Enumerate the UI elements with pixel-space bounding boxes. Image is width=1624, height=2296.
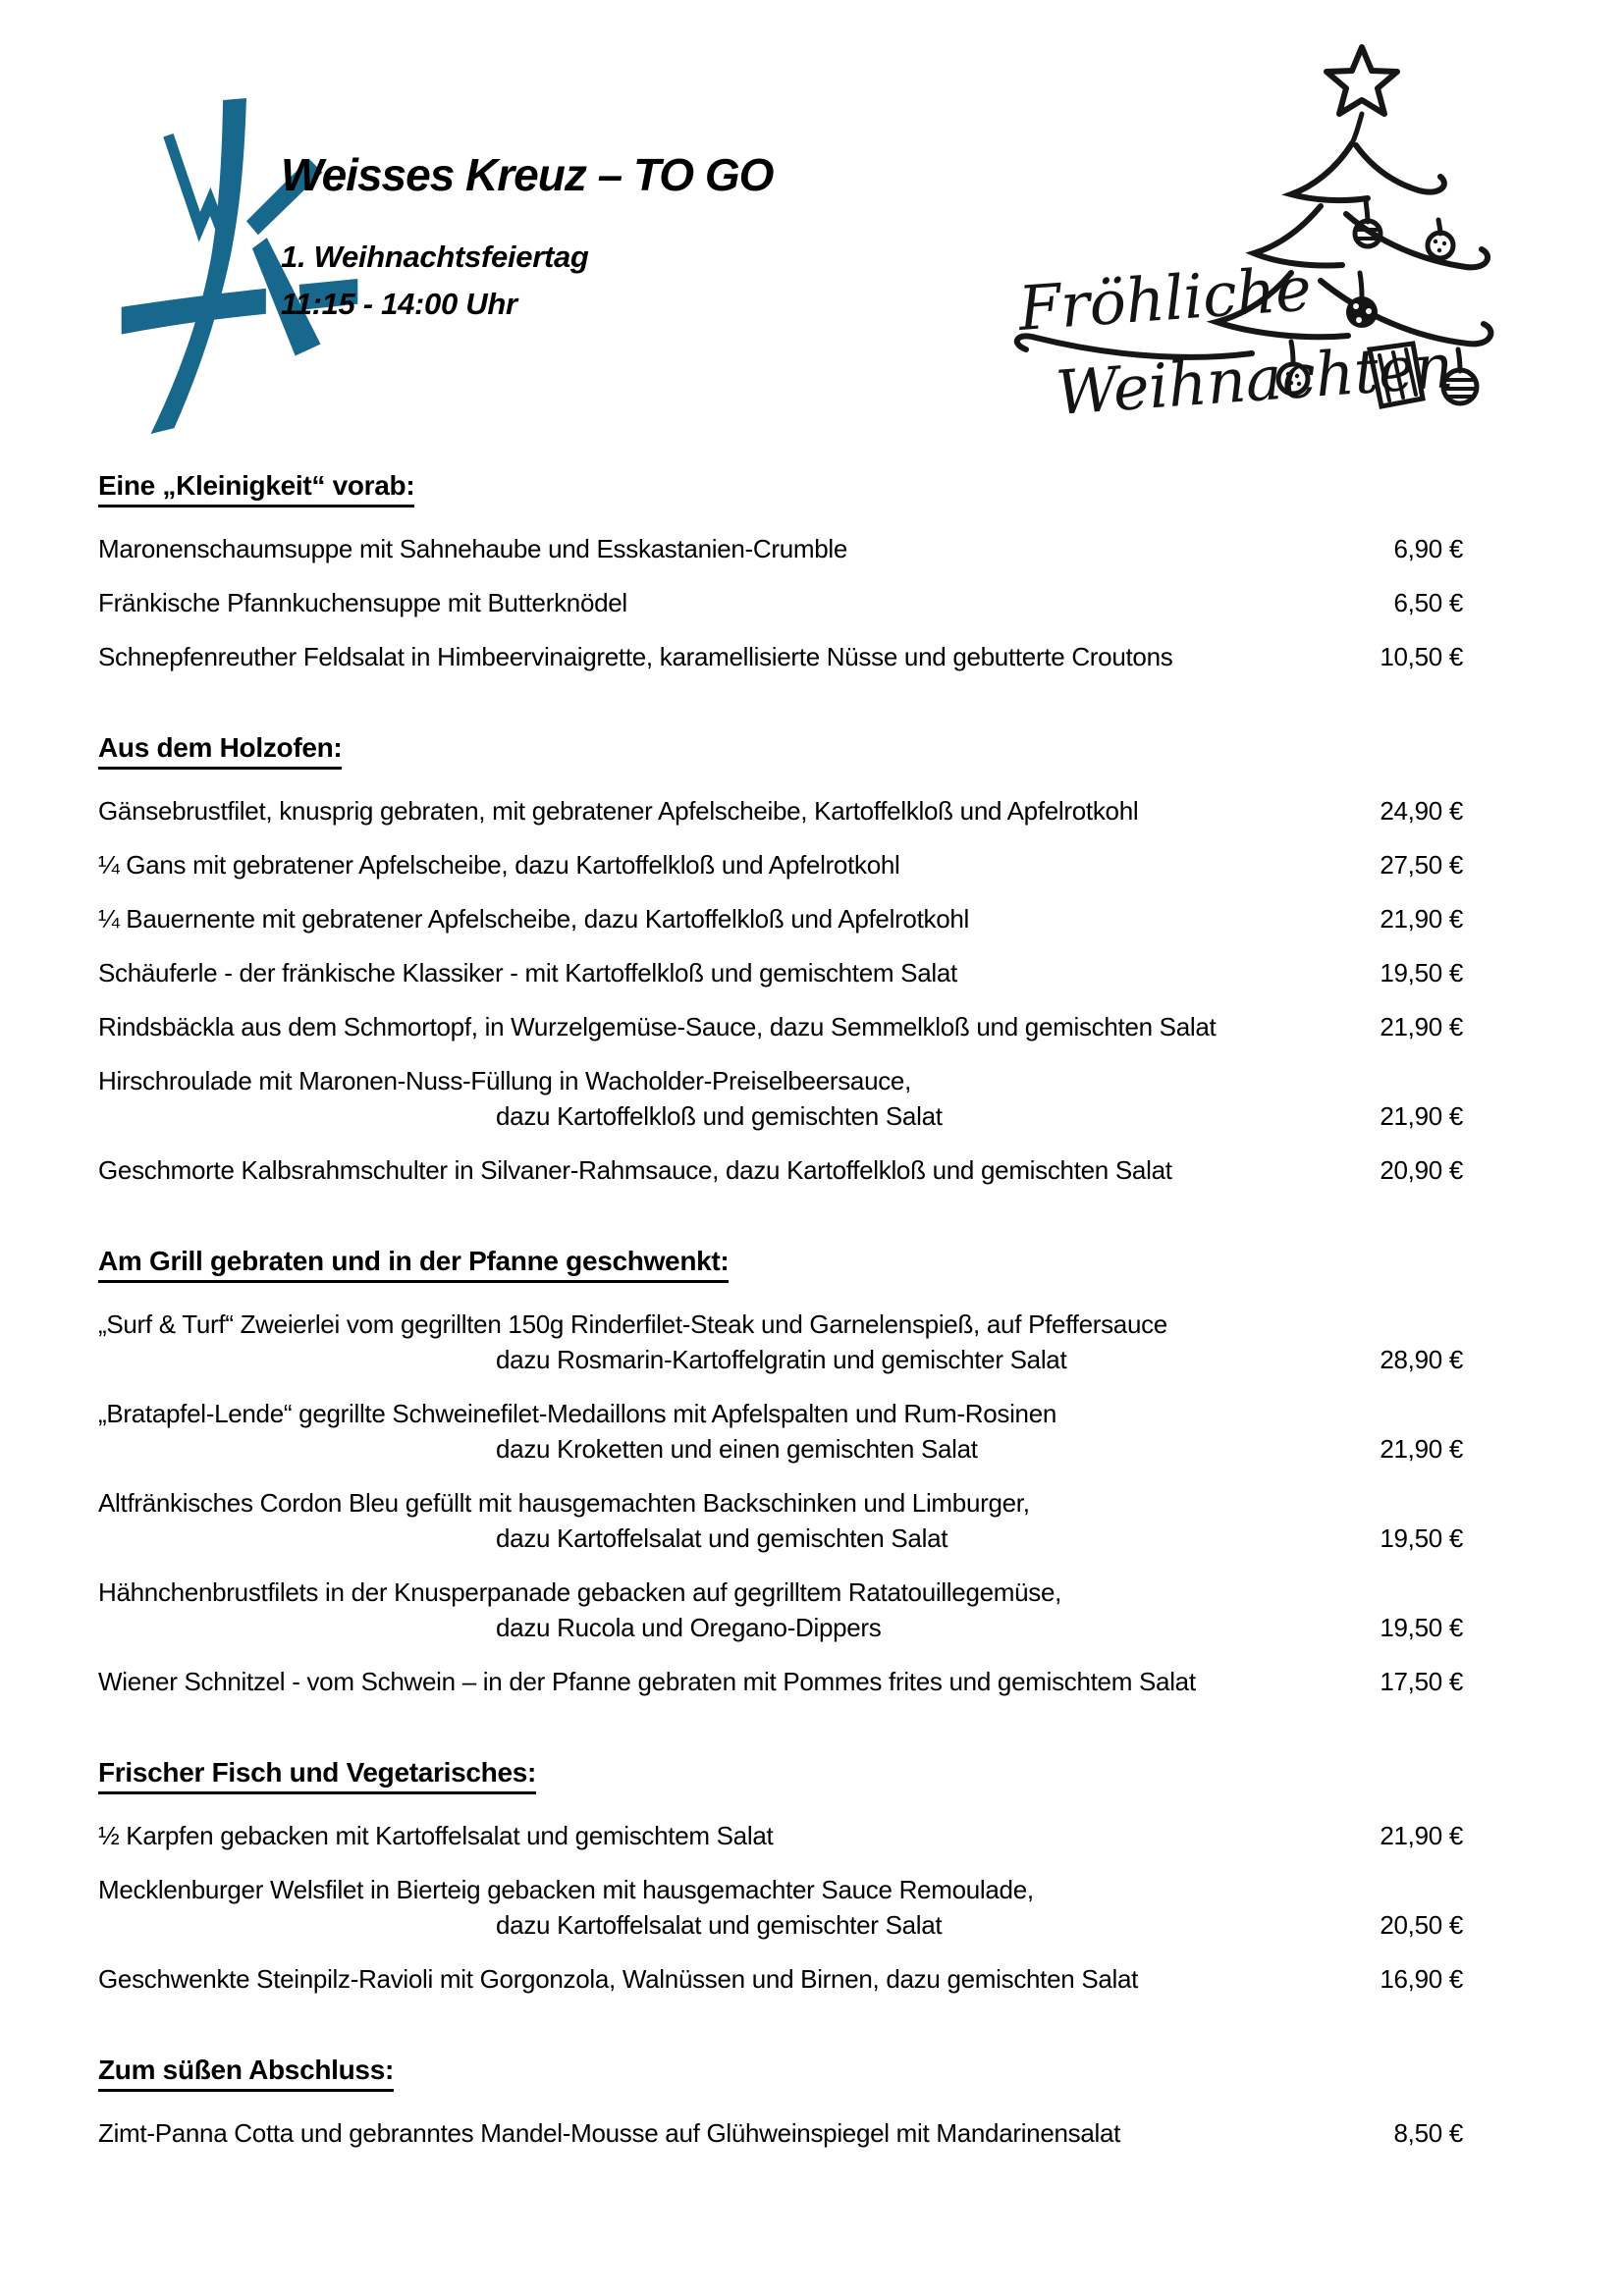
item-price: 20,90 € — [1380, 1155, 1463, 1185]
menu-item-text — [98, 1307, 1335, 1377]
menu-item-row — [98, 1307, 1463, 1377]
menu-item-text — [98, 1872, 1335, 1943]
menu-item-text — [98, 1818, 1335, 1853]
menu-item-row — [98, 793, 1463, 828]
item-price: 19,50 € — [1380, 1613, 1463, 1642]
item-text-line1: Wiener Schnitzel - vom Schwein – in der Pfanne gebraten mit Pommes frites und gemischtem Salat — [98, 1667, 1196, 1696]
section-heading: Eine „Kleinigkeit“ vorab: — [98, 469, 1463, 507]
menu-section — [98, 1245, 1463, 1699]
item-text-line1: Schäuferle - der fränkische Klassiker - mit Kartoffelkloß und gemischtem Salat — [98, 958, 957, 988]
menu-section — [98, 1756, 1463, 1997]
section-items — [98, 531, 1463, 674]
page-title: Weisses Kreuz – TO GO — [281, 149, 774, 200]
item-price: 21,90 € — [1380, 1101, 1463, 1131]
section-items — [98, 793, 1463, 1188]
menu-item-row — [98, 1152, 1463, 1188]
item-text-line1: Maronenschaumsuppe mit Sahnehaube und Esskastanien-Crumble — [98, 534, 848, 563]
item-text-line2: dazu Kartoffelkloß und gemischten Salat — [496, 1101, 943, 1131]
item-text-line1: Geschwenkte Steinpilz-Ravioli mit Gorgonzola, Walnüssen und Birnen, dazu gemischten Salat — [98, 1964, 1139, 1994]
item-text-line1: „Bratapfel-Lende“ gegrillte Schweinefilet-Medaillons mit Apfelspalten und Rum-Rosinen — [98, 1399, 1057, 1428]
item-text-line1: ¼ Gans mit gebratener Apfelscheibe, dazu Kartoffelkloß und Apfelrotkohl — [98, 850, 900, 880]
menu-section — [98, 731, 1463, 1188]
item-price: 8,50 € — [1393, 2118, 1463, 2148]
menu-item-text — [98, 1485, 1335, 1556]
greeting-line2: Weihnachten — [1053, 329, 1455, 429]
item-text-line1: ¼ Bauernente mit gebratener Apfelscheibe, dazu Kartoffelkloß und Apfelrotkohl — [98, 904, 970, 934]
item-text-line2: dazu Kartoffelsalat und gemischter Salat — [496, 1910, 943, 1940]
menu — [0, 469, 1624, 2151]
subtitle-block — [281, 234, 773, 328]
menu-item-row — [98, 1664, 1463, 1699]
item-price: 27,50 € — [1380, 850, 1463, 880]
item-price: 17,50 € — [1380, 1667, 1463, 1696]
event-name: 1. Weihnachtsfeiertag — [281, 240, 589, 274]
item-price: 6,50 € — [1393, 588, 1463, 617]
menu-item-text — [98, 1063, 1335, 1134]
item-text-line1: Schnepfenreuther Feldsalat in Himbeervinaigrette, karamellisierte Nüsse und gebutterte Croutons — [98, 642, 1173, 671]
item-text-line2: dazu Kroketten und einen gemischten Salat — [496, 1434, 978, 1464]
menu-item-row — [98, 1961, 1463, 1997]
menu-item-row — [98, 955, 1463, 990]
item-text-line2: dazu Rucola und Oregano-Dippers — [496, 1613, 882, 1642]
menu-item-row — [98, 1575, 1463, 1645]
menu-item-row — [98, 639, 1463, 674]
menu-item-row — [98, 2115, 1463, 2151]
christmas-tree-illustration — [997, 37, 1512, 450]
item-price: 21,90 € — [1380, 1434, 1463, 1464]
menu-item-row — [98, 1818, 1463, 1853]
menu-item-text — [98, 1152, 1335, 1188]
menu-item-row — [98, 1485, 1463, 1556]
menu-item-text — [98, 585, 1335, 620]
item-price: 21,90 € — [1380, 1012, 1463, 1041]
menu-item-row — [98, 1396, 1463, 1467]
item-text-line2: dazu Rosmarin-Kartoffelgratin und gemischter Salat — [496, 1345, 1067, 1374]
menu-item-row — [98, 1872, 1463, 1943]
item-price: 20,50 € — [1380, 1910, 1463, 1940]
item-text-line1: Gänsebrustfilet, knusprig gebraten, mit gebratener Apfelscheibe, Kartoffelkloß und Apfelrotkohl — [98, 796, 1139, 826]
page-header — [0, 0, 1624, 461]
section-heading: Frischer Fisch und Vegetarisches: — [98, 1756, 1463, 1794]
section-items — [98, 1818, 1463, 1997]
item-price: 19,50 € — [1380, 1523, 1463, 1553]
section-heading: Aus dem Holzofen: — [98, 731, 1463, 770]
item-price: 19,50 € — [1380, 958, 1463, 988]
menu-item-text — [98, 531, 1335, 566]
item-price: 6,90 € — [1393, 534, 1463, 563]
menu-item-text — [98, 847, 1335, 882]
section-items — [98, 1307, 1463, 1699]
menu-item-text — [98, 639, 1335, 674]
item-price: 21,90 € — [1380, 904, 1463, 934]
item-price: 21,90 € — [1380, 1821, 1463, 1850]
item-text-line1: Fränkische Pfannkuchensuppe mit Butterknödel — [98, 588, 627, 617]
menu-item-row — [98, 901, 1463, 936]
menu-item-text — [98, 901, 1335, 936]
menu-section — [98, 2054, 1463, 2151]
menu-item-row — [98, 585, 1463, 620]
menu-item-text — [98, 793, 1335, 828]
menu-item-text — [98, 955, 1335, 990]
menu-section — [98, 469, 1463, 674]
item-text-line1: Mecklenburger Welsfilet in Bierteig gebacken mit hausgemachter Sauce Remoulade, — [98, 1875, 1034, 1904]
item-text-line1: „Surf & Turf“ Zweierlei vom gegrillten 150g Rinderfilet-Steak und Garnelenspieß, auf Pfeffersauce — [98, 1309, 1167, 1339]
menu-item-row — [98, 1009, 1463, 1044]
menu-item-text — [98, 2115, 1335, 2151]
item-price: 24,90 € — [1380, 796, 1463, 826]
greeting-line1: Fröhliche — [1015, 252, 1314, 345]
title-block — [281, 147, 773, 328]
section-heading: Zum süßen Abschluss: — [98, 2054, 1463, 2092]
item-price: 10,50 € — [1380, 642, 1463, 671]
item-text-line1: Hirschroulade mit Maronen-Nuss-Füllung in Wacholder-Preiselbeersauce, — [98, 1066, 912, 1095]
item-text-line1: Hähnchenbrustfilets in der Knusperpanade gebacken auf gegrilltem Ratatouillegemüse, — [98, 1577, 1062, 1607]
menu-item-row — [98, 1063, 1463, 1134]
item-price: 16,90 € — [1380, 1964, 1463, 1994]
menu-item-text — [98, 1396, 1335, 1467]
menu-item-text — [98, 1961, 1335, 1997]
menu-item-row — [98, 531, 1463, 566]
menu-item-text — [98, 1664, 1335, 1699]
item-text-line1: Geschmorte Kalbsrahmschulter in Silvaner-Rahmsauce, dazu Kartoffelkloß und gemischten Salat — [98, 1155, 1172, 1185]
section-items — [98, 2115, 1463, 2151]
menu-item-text — [98, 1009, 1335, 1044]
item-text-line1: Altfränkisches Cordon Bleu gefüllt mit hausgemachten Backschinken und Limburger, — [98, 1488, 1030, 1518]
item-text-line2: dazu Kartoffelsalat und gemischten Salat — [496, 1523, 948, 1553]
item-price: 28,90 € — [1380, 1345, 1463, 1374]
menu-item-row — [98, 847, 1463, 882]
item-text-line1: Rindsbäckla aus dem Schmortopf, in Wurzelgemüse-Sauce, dazu Semmelkloß und gemischten Salat — [98, 1012, 1217, 1041]
opening-hours: 11:15 - 14:00 Uhr — [281, 287, 517, 321]
item-text-line1: Zimt-Panna Cotta und gebranntes Mandel-Mousse auf Glühweinspiegel mit Mandarinensalat — [98, 2118, 1121, 2148]
menu-item-text — [98, 1575, 1335, 1645]
section-heading: Am Grill gebraten und in der Pfanne geschwenkt: — [98, 1245, 1463, 1283]
item-text-line1: ½ Karpfen gebacken mit Kartoffelsalat und gemischtem Salat — [98, 1821, 774, 1850]
